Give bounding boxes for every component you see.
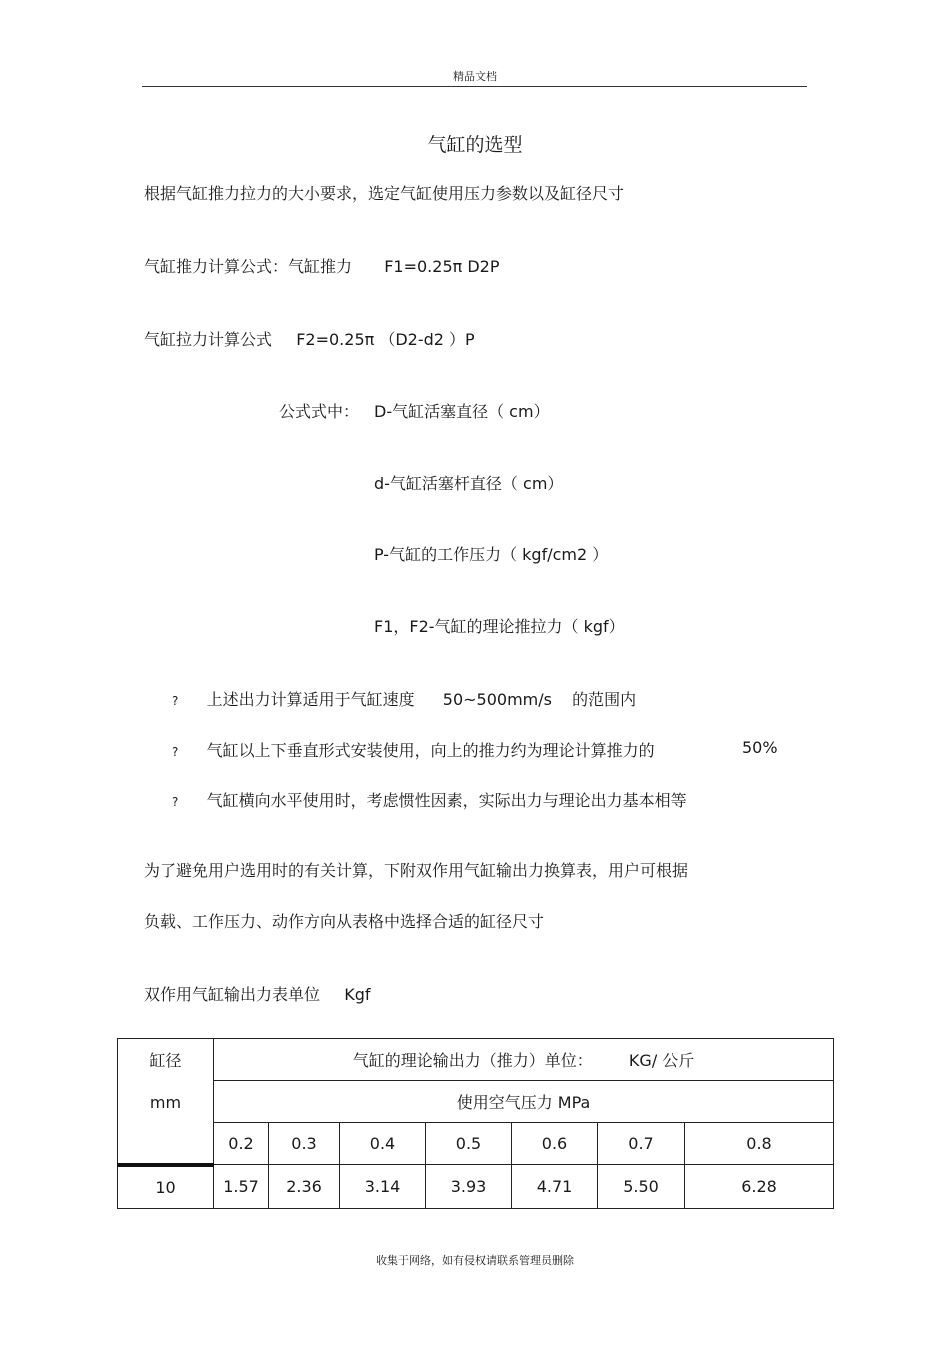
bullet-mark: ? — [172, 795, 179, 809]
bore-header: 缸径 — [149, 1051, 182, 1070]
note-text: 气缸以上下垂直形式安装使用，向上的推力约为理论计算推力的 — [206, 741, 655, 760]
force-header: 气缸的理论输出力（推力）单位： — [352, 1051, 593, 1070]
push-formula-label: 气缸推力计算公式：气缸推力 — [144, 257, 353, 276]
legend-item-pressure: P-气缸的工作压力（ kgf/cm2 ） — [374, 545, 609, 564]
legend-prefix: 公式式中： — [279, 402, 360, 421]
page-footer: 收集于网络，如有侵权请联系管理员删除 — [376, 1254, 574, 1267]
pressure-cell: 0.4 — [340, 1123, 426, 1165]
page-header: 精品文档 — [453, 70, 497, 83]
pressure-cell: 0.3 — [269, 1123, 340, 1165]
force-value-cell: 3.14 — [340, 1165, 426, 1209]
note-horizontal — [172, 788, 687, 811]
legend-item-diameter: D-气缸活塞直径（ cm） — [374, 402, 550, 421]
pressure-cell: 0.2 — [214, 1123, 269, 1165]
force-value-cell: 5.50 — [598, 1165, 685, 1209]
paragraph-1: 为了避免用户选用时的有关计算，下附双作用气缸输出力换算表，用户可根据 — [144, 861, 689, 880]
pull-formula-line — [144, 327, 475, 350]
table-caption-text: 双作用气缸输出力表单位 — [144, 985, 321, 1004]
force-value-cell: 4.71 — [512, 1165, 598, 1209]
output-force-table — [117, 1038, 834, 1209]
bore-header-cell — [118, 1039, 214, 1165]
pressure-header: 使用空气压力 MPa — [214, 1081, 834, 1123]
bore-cell: 10 — [118, 1165, 214, 1209]
note-value: 50% — [742, 738, 778, 757]
legend-item-rod-diameter: d-气缸活塞杆直径（ cm） — [374, 474, 564, 493]
push-formula-line — [144, 254, 499, 277]
force-unit: KG/ 公斤 — [628, 1051, 695, 1070]
bore-unit: mm — [149, 1093, 182, 1112]
note-vertical — [172, 738, 655, 761]
pressure-cell: 0.7 — [598, 1123, 685, 1165]
pull-formula-label: 气缸拉力计算公式 — [144, 330, 273, 349]
push-formula: F1=0.25π D2P — [384, 257, 500, 276]
note-value: 50~500mm/s — [442, 690, 552, 709]
force-header-cell — [214, 1039, 834, 1081]
pressure-cell: 0.8 — [685, 1123, 834, 1165]
force-value-cell: 2.36 — [269, 1165, 340, 1209]
note-speed — [172, 687, 636, 710]
force-value-cell: 6.28 — [685, 1165, 834, 1209]
pressure-cell: 0.6 — [512, 1123, 598, 1165]
bullet-mark: ? — [172, 745, 179, 759]
paragraph-2: 负载、工作压力、动作方向从表格中选择合适的缸径尺寸 — [144, 912, 545, 931]
pull-formula: F2=0.25π （D2-d2 ）P — [296, 330, 475, 349]
intro-paragraph: 根据气缸推力拉力的大小要求，选定气缸使用压力参数以及缸径尺寸 — [144, 184, 625, 203]
note-text: 气缸横向水平使用时，考虑惯性因素，实际出力与理论出力基本相等 — [206, 791, 687, 810]
document-title: 气缸的选型 — [427, 134, 523, 156]
table-caption — [144, 982, 370, 1005]
force-value-cell: 1.57 — [214, 1165, 269, 1209]
note-tail: 的范围内 — [572, 690, 637, 709]
force-value-cell: 3.93 — [426, 1165, 512, 1209]
table-row — [118, 1165, 834, 1209]
pressure-cell: 0.5 — [426, 1123, 512, 1165]
note-text: 上述出力计算适用于气缸速度 — [206, 690, 415, 709]
legend-item-force: F1，F2-气缸的理论推拉力（ kgf） — [374, 617, 625, 636]
bullet-mark: ? — [172, 694, 179, 708]
table-caption-unit: Kgf — [344, 985, 371, 1004]
header-rule — [142, 86, 807, 87]
